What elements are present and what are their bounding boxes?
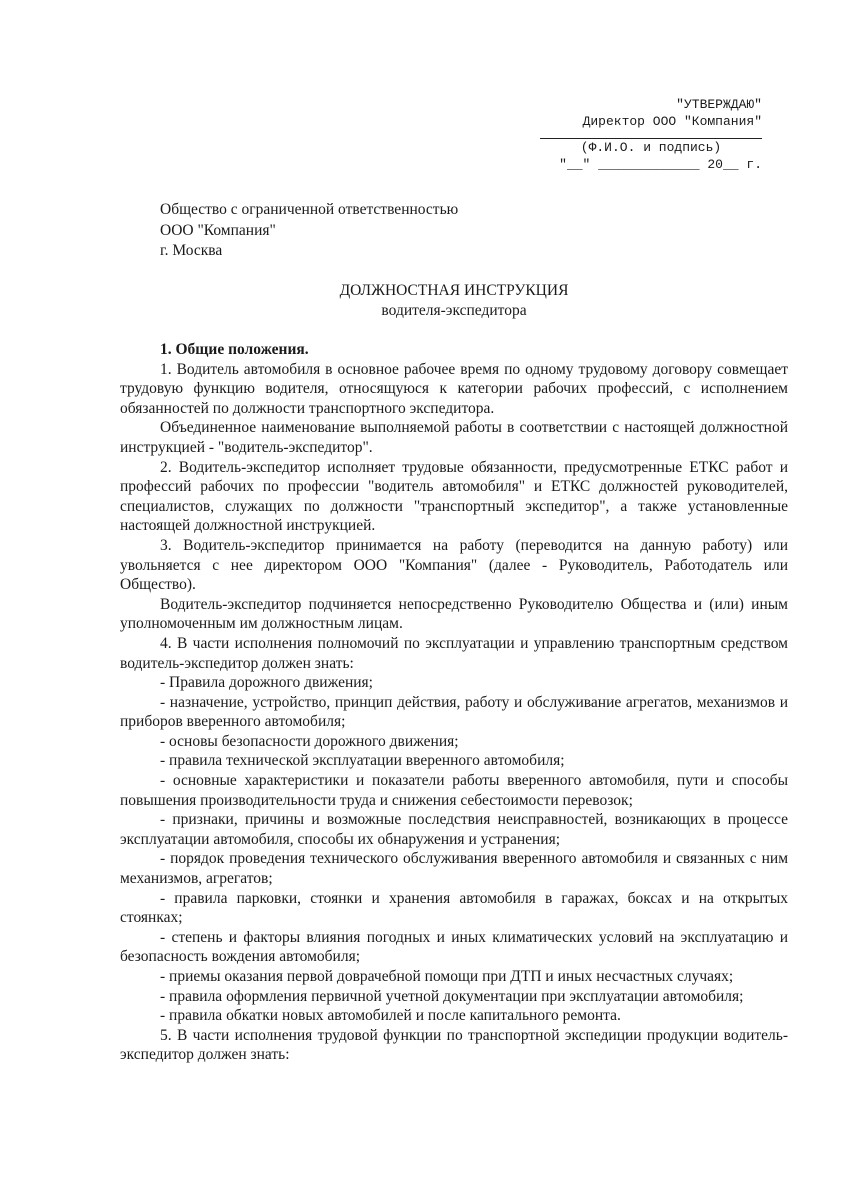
- paragraph: 3. Водитель-экспедитор принимается на работу (переводится на данную работу) или увольняется с нее директором ООО "Компания" (далее - Руководитель, Работодатель или Общество).: [120, 536, 788, 594]
- org-type: Общество с ограниченной ответственностью: [160, 201, 459, 218]
- paragraph: - правила технической эксплуатации вверенного автомобиля;: [160, 752, 565, 770]
- section-heading: 1. Общие положения.: [160, 341, 309, 358]
- paragraph: 1. Водитель автомобиля в основное рабочее время по одному трудовому договору совмещает трудовую функцию водителя, относящуюся к категории рабочих профессий, с исполнением обязанностей по должности транспортного экспедитора.: [120, 360, 788, 417]
- date-line: "__" _____________ 20__ г.: [559, 157, 762, 172]
- document-title: ДОЛЖНОСТНАЯ ИНСТРУКЦИЯ: [339, 282, 569, 299]
- org-name: ООО "Компания": [160, 221, 276, 239]
- paragraph: - правила парковки, стоянки и хранения автомобиля в гаражах, боксах и на открытых стоянках;: [120, 889, 788, 927]
- signature-caption: (Ф.И.О. и подпись): [580, 140, 722, 155]
- paragraph: - основы безопасности дорожного движения;: [160, 732, 459, 750]
- paragraph: - степень и факторы влияния погодных и иных климатических условий на эксплуатацию и безопасность вождения автомобиля;: [120, 928, 788, 966]
- paragraph: 2. Водитель-экспедитор исполняет трудовые обязанности, предусмотренные ЕТКС работ и профессий рабочих по профессии "водитель автомобиля" и ЕТКС должностей руководителей, специалистов, служащих по должности "транспортный экспедитор", а также установленные настоящей должностной инструкцией.: [120, 458, 788, 535]
- paragraph: - правила оформления первичной учетной документации при эксплуатации автомобиля;: [160, 987, 744, 1005]
- paragraph: - Правила дорожного движения;: [160, 674, 373, 692]
- paragraph: Водитель-экспедитор подчиняется непосредственно Руководителю Общества и (или) иным уполномоченным им должностным лицам.: [120, 595, 788, 633]
- paragraph: - порядок проведения технического обслуживания вверенного автомобиля и связанных с ним механизмов, агрегатов;: [120, 850, 788, 888]
- organization-block: [160, 200, 458, 262]
- paragraph: - приемы оказания первой доврачебной помощи при ДТП и иных несчастных случаях;: [160, 968, 734, 985]
- document-subtitle: водителя-экспедитора: [381, 302, 527, 319]
- approval-block: [500, 96, 762, 173]
- paragraph: - правила обкатки новых автомобилей и после капитального ремонта.: [160, 1007, 621, 1025]
- director-line: Директор ООО "Компания": [582, 114, 762, 129]
- approve-label: "УТВЕРЖДАЮ": [676, 97, 762, 112]
- org-city: г. Москва: [160, 242, 223, 259]
- paragraph: Объединенное наименование выполняемой работы в соответствии с настоящей должностной инструкцией - "водитель-экспедитор".: [120, 419, 788, 456]
- paragraph: 5. В части исполнения трудовой функции по транспортной экспедиции продукции водитель-экспедитор должен знать:: [120, 1026, 788, 1064]
- paragraph: - основные характеристики и показатели работы вверенного автомобиля, пути и способы повышения производительности труда и снижения себестоимости перевозок;: [120, 772, 788, 809]
- paragraph: - назначение, устройство, принцип действия, работу и обслуживание агрегатов, механизмов и приборов вверенного автомобиля;: [120, 693, 788, 731]
- paragraph: 4. В части исполнения полномочий по эксплуатации и управлению транспортным средством водитель-экспедитор должен знать:: [120, 634, 788, 672]
- document-body: [120, 340, 788, 1065]
- paragraph: - признаки, причины и возможные последствия неисправностей, возникающих в процессе эксплуатации автомобиля, способы их обнаружения и устранения;: [120, 811, 788, 848]
